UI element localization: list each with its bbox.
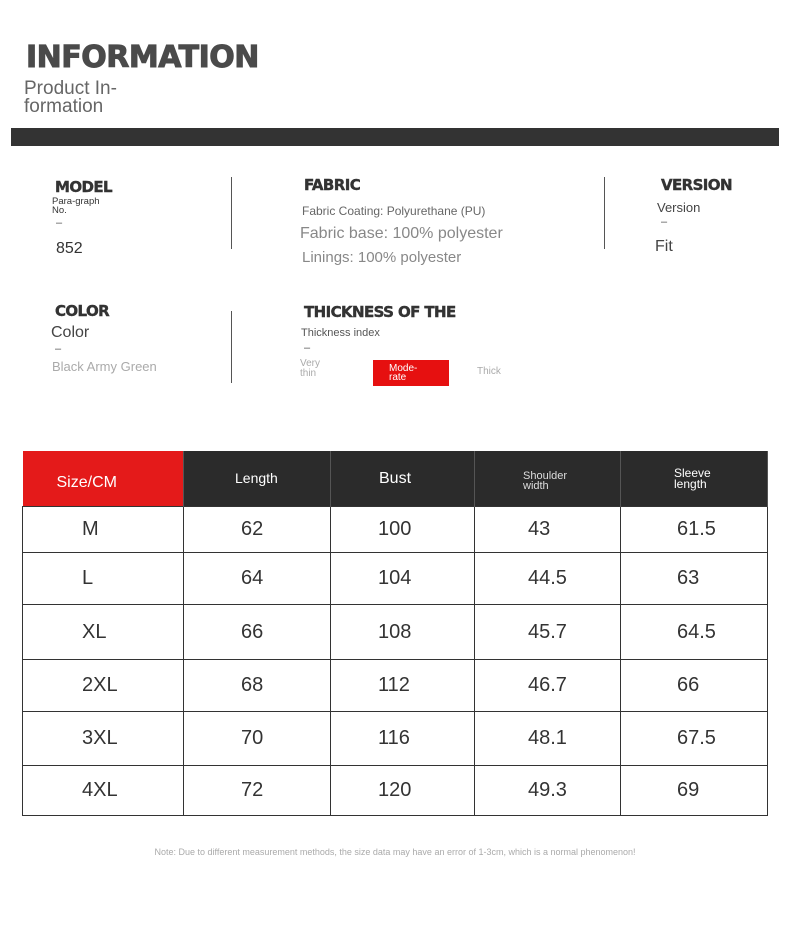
thickness-option-thick: Thick — [477, 366, 501, 377]
table-cell: 44.5 — [475, 553, 621, 605]
measurement-note: Note: Due to different measurement methods, the size data may have an error of 1-3cm, which is a normal phenomenon! — [154, 847, 636, 857]
divider-line — [604, 177, 605, 249]
table-cell: 62 — [184, 507, 331, 553]
fabric-linings: Linings: 100% polyester — [302, 249, 462, 266]
table-cell: 66 — [184, 605, 331, 660]
table-cell: 112 — [331, 660, 475, 712]
table-cell: 67.5 — [621, 712, 768, 766]
table-row — [23, 553, 768, 605]
model-dash: – — [56, 217, 63, 229]
page-subtitle: Product In-formation — [24, 78, 117, 117]
model-value: 852 — [56, 240, 83, 257]
thickness-dash: – — [304, 342, 311, 354]
table-cell: 116 — [331, 712, 475, 766]
page-title: INFORMATION — [26, 40, 259, 75]
table-cell: 72 — [184, 766, 331, 816]
table-cell: 4XL — [23, 766, 184, 816]
table-cell: 61.5 — [621, 507, 768, 553]
fabric-title: FABRIC — [304, 176, 361, 194]
version-label: Version — [657, 200, 701, 215]
divider-line — [231, 177, 232, 249]
color-title: COLOR — [55, 302, 110, 320]
thickness-option-moderate — [373, 360, 449, 386]
model-title: MODEL — [55, 178, 112, 196]
header-size: Size/CM — [23, 451, 184, 507]
table-row — [23, 712, 768, 766]
thickness-title: THICKNESS OF THE — [304, 303, 456, 321]
table-cell: L — [23, 553, 184, 605]
table-cell: 48.1 — [475, 712, 621, 766]
header-divider-bar — [11, 128, 779, 146]
table-cell: 104 — [331, 553, 475, 605]
table-cell: 68 — [184, 660, 331, 712]
version-value: Fit — [655, 238, 673, 255]
table-cell: 120 — [331, 766, 475, 816]
version-dash: – — [661, 216, 668, 228]
header-length: Length — [184, 451, 331, 507]
table-cell: 43 — [475, 507, 621, 553]
table-cell: 45.7 — [475, 605, 621, 660]
model-label: Para-graph No. — [52, 196, 100, 216]
color-value: Black Army Green — [52, 359, 157, 374]
fabric-base: Fabric base: 100% polyester — [300, 225, 503, 242]
table-cell: 3XL — [23, 712, 184, 766]
header-bust: Bust — [331, 451, 475, 507]
table-cell: 2XL — [23, 660, 184, 712]
thickness-selected-label: Mode-rate — [389, 363, 418, 383]
table-cell: 108 — [331, 605, 475, 660]
table-cell: 46.7 — [475, 660, 621, 712]
table-cell: 100 — [331, 507, 475, 553]
table-row — [23, 507, 768, 553]
color-label: Color — [51, 324, 90, 341]
thickness-label: Thickness index — [301, 327, 380, 339]
table-cell: M — [23, 507, 184, 553]
color-dash: – — [55, 343, 62, 355]
table-cell: 66 — [621, 660, 768, 712]
size-table — [22, 451, 768, 816]
size-table-header-row — [23, 451, 768, 507]
table-cell: 70 — [184, 712, 331, 766]
table-cell: 63 — [621, 553, 768, 605]
table-cell: XL — [23, 605, 184, 660]
table-row — [23, 660, 768, 712]
thickness-option-very-thin: Very thin — [300, 358, 321, 379]
table-cell: 49.3 — [475, 766, 621, 816]
table-row — [23, 605, 768, 660]
header-shoulder: Shoulder width — [475, 451, 621, 507]
table-cell: 64 — [184, 553, 331, 605]
header-sleeve: Sleeve length — [621, 451, 768, 507]
table-cell: 69 — [621, 766, 768, 816]
table-row — [23, 766, 768, 816]
fabric-coating: Fabric Coating: Polyurethane (PU) — [302, 204, 486, 218]
table-cell: 64.5 — [621, 605, 768, 660]
version-title: VERSION — [661, 176, 732, 194]
divider-line — [231, 311, 232, 383]
